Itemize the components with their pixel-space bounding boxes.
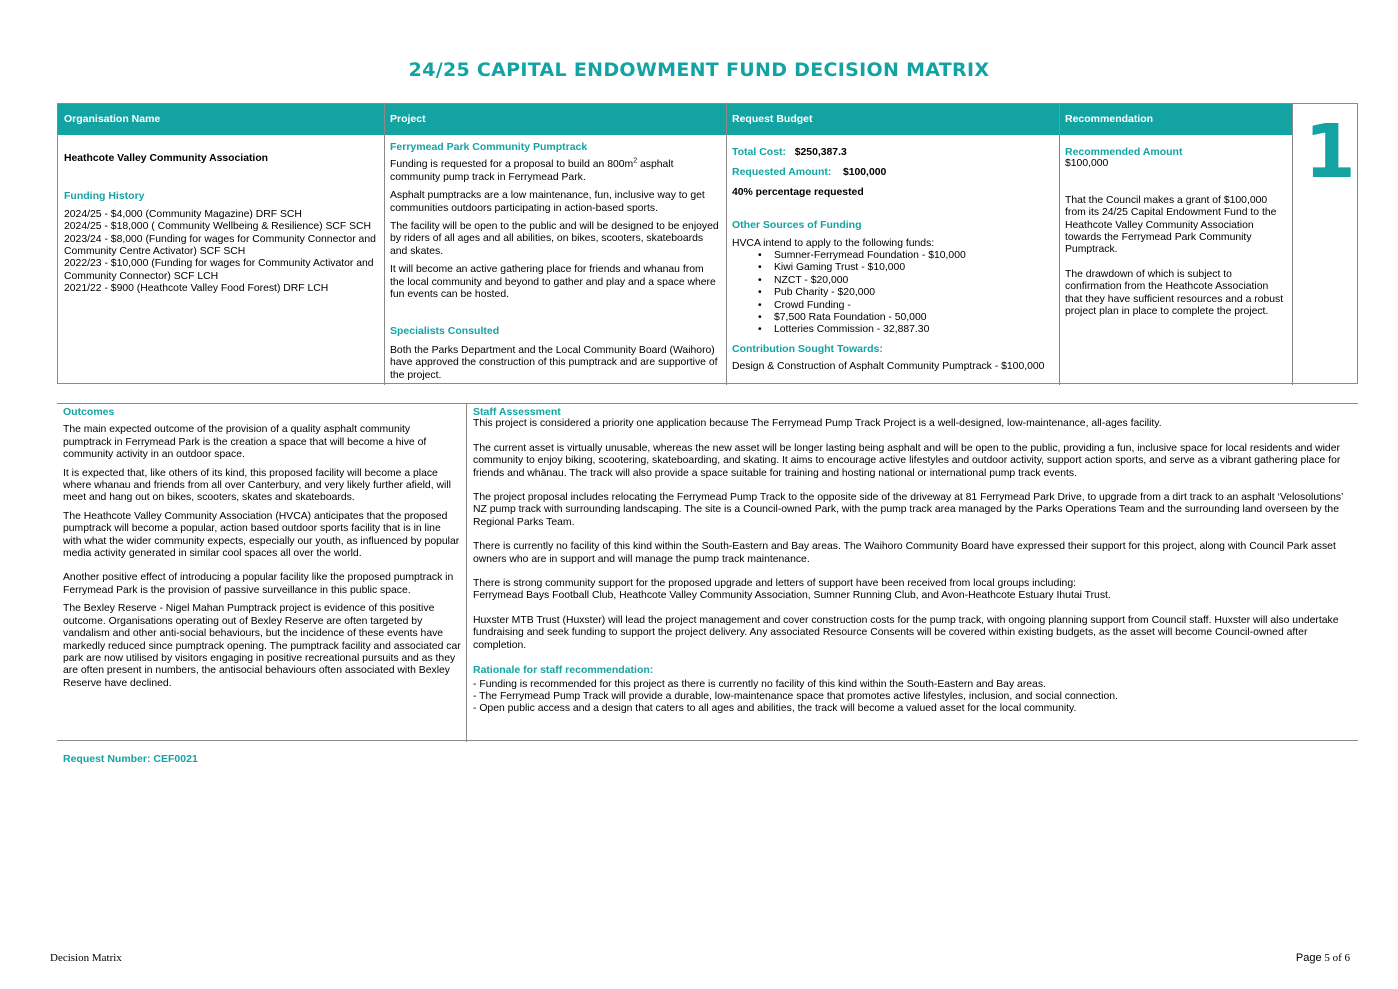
- staff-assessment-section: [473, 406, 1353, 716]
- funding-source-item: • Kiwi Gaming Trust - $10,000: [758, 262, 1053, 274]
- funding-source-item: • NZCT - $20,000: [758, 275, 1053, 287]
- rationale-heading: Rationale for staff recommendation:: [473, 664, 654, 677]
- funding-history-item: 2024/25 - $4,000 (Community Magazine) DRF SCH: [64, 208, 302, 220]
- other-sources-list: [758, 250, 1053, 337]
- rationale-item: - The Ferrymead Pump Track will provide a durable, low-maintenance space that promotes active lifestyles, inclusion, and social connection.: [473, 690, 1118, 702]
- total-cost: [732, 146, 1053, 159]
- contribution-text: Design & Construction of Asphalt Community Pumptrack - $100,000: [732, 361, 1045, 373]
- requested-label: Requested Amount:: [732, 166, 832, 179]
- staff-paragraph: The current asset is virtually unusable, whereas the new asset will be longer lasting being asphalt and will be open to the public, providing a fun, inclusive space for local residents and wider community to enjoy biking, scootering, skateboarding, and skating. It aims to encourage active lifestyles and outdoor activity, support action sports, and serve as a vibrant gathering place for friends and whānau. The track will also provide a space suitable for training and hosting national or international pump track events.: [473, 442, 1341, 479]
- footer-left: Decision Matrix: [50, 952, 122, 964]
- recommendation-condition: The drawdown of which is subject to confirmation from the Heathcote Association that they have sufficient resources and a robust project plan in place to complete the project.: [1065, 268, 1284, 318]
- request-number: Request Number: CEF0021: [63, 753, 198, 765]
- staff-assessment-heading: Staff Assessment: [473, 406, 561, 418]
- contribution-heading: Contribution Sought Towards:: [732, 342, 883, 355]
- outcome-paragraph: The main expected outcome of the provision of a quality asphalt community pumptrack in Ferrymead Park is the creation a space that will become a hive of community activity in an outdoor space.: [63, 424, 427, 461]
- project-text: Funding is requested for a proposal to build an 800m: [390, 159, 634, 171]
- budget-cell: [726, 135, 1059, 386]
- staff-paragraphs: [473, 418, 1353, 652]
- page-word: Page: [1295, 952, 1322, 964]
- funding-source-item: • $7,500 Rata Foundation - 50,000: [758, 312, 1053, 324]
- superscript: 2: [633, 157, 638, 165]
- organisation-name: Heathcote Valley Community Association: [64, 153, 269, 164]
- page-count: 5 of 6: [1321, 952, 1350, 964]
- assessment-section: [57, 403, 1358, 741]
- project-paragraph: The facility will be open to the public and will be designed to be enjoyed by riders of all ages and all abilities, on bikes, scooters, skateboards and skates.: [390, 221, 719, 257]
- outcomes-section: [63, 406, 461, 696]
- funding-history-item: 2024/25 - $18,000 ( Community Wellbeing & Resilience) SCF SCH: [64, 221, 372, 233]
- outcomes-paragraphs: [63, 424, 461, 690]
- funding-source-item: • Sumner-Ferrymead Foundation - $10,000: [758, 250, 1053, 262]
- decision-table: [57, 103, 1358, 384]
- specialists-heading: Specialists Consulted: [390, 325, 500, 338]
- funding-history-heading: Funding History: [64, 190, 145, 203]
- funding-history-item: 2023/24 - $8,000 (Funding for wages for Community Connector and Community Centre Activator) SCF SCH: [64, 233, 376, 258]
- page-title: 24/25 CAPITAL ENDOWMENT FUND DECISION MATRIX: [408, 59, 990, 81]
- staff-paragraph: There is currently no facility of this kind within the South-Eastern and Bay areas. The Waihoro Community Board have expressed their support for this project, along with Council Park asset owners who are in support and will manage the pump track maintenance.: [473, 541, 1336, 565]
- divider: [1292, 104, 1293, 385]
- recommended-amount-heading: Recommended Amount: [1065, 146, 1183, 158]
- outcome-paragraph: It is expected that, like others of its kind, this proposed facility will become a place where whanau and friends from all over Canterbury, and very likely further afield, will meet and hang out on bikes, scooters, skates and skateboards.: [63, 467, 451, 504]
- rationale-list: [473, 679, 1353, 716]
- funding-history-list: [64, 209, 378, 296]
- funding-source-item: • Pub Charity - $20,000: [758, 287, 1053, 299]
- requested-value: $100,000: [842, 167, 887, 179]
- total-cost-value: $250,387.3: [794, 147, 847, 158]
- funding-history-item: 2021/22 - $900 (Heathcote Valley Food Forest) DRF LCH: [64, 283, 329, 295]
- outcome-paragraph: The Bexley Reserve - Nigel Mahan Pumptrack project is evidence of this positive outcome. Organisations operating out of Bexley Reserve are often targeted by vandalism and other anti-social behaviours, but the incidence of these events have markedly reduced since pumptrack opening. The pumptrack facility and associated car park are now utilised by visitors engaging in positive recreational pursuits and as they are often present in numbers, the antisocial behaviours often associated with Bexley Reserve have declined.: [63, 603, 461, 689]
- project-description: [390, 159, 720, 184]
- outcome-paragraph: The Heathcote Valley Community Association (HVCA) anticipates that the proposed pumptrack will become a popular, action based outdoor sports facility that is in line with what the wider community expects, especially our youth, as influenced by popular media activity generated in similar cool spaces all over the world.: [63, 510, 460, 560]
- recommended-amount: $100,000: [1065, 158, 1109, 170]
- rationale-item: - Funding is recommended for this project as there is currently no facility of this kind within the South-Eastern and Bay areas.: [473, 678, 1046, 690]
- project-cell: [384, 135, 726, 394]
- staff-paragraph: This project is considered a priority one application because The Ferrymead Pump Track Project is a well-designed, low-maintenance, all-ages facility.: [473, 418, 1162, 430]
- funding-source-item: • Lotteries Commission - 32,887.30: [758, 324, 1053, 336]
- priority-number: 1: [1304, 109, 1356, 195]
- organisation-cell: [58, 135, 384, 302]
- header-recommendation: Recommendation: [1059, 104, 1292, 135]
- specialists-text: Both the Parks Department and the Local Community Board (Waihoro) have approved the construction of this pumptrack and are supportive of the project.: [390, 344, 718, 381]
- project-paragraph: It will become an active gathering place for friends and whanau from the local community and beyond to gather and play and a space where fun events can be hosted.: [390, 264, 716, 301]
- header-organisation: Organisation Name: [58, 104, 384, 135]
- recommendation-text: That the Council makes a grant of $100,000 from its 24/25 Capital Endowment Fund to the Heathcote Valley Community Association towards the Ferrymead Park Community Pumptrack.: [1065, 194, 1277, 256]
- total-cost-label: Total Cost:: [732, 146, 787, 158]
- requested-amount: [732, 166, 1053, 179]
- outcome-paragraph: Another positive effect of introducing a popular facility like the proposed pumptrack in Ferrymead Park is the provision of passive surveillance in this public space.: [63, 572, 454, 596]
- staff-paragraph: There is strong community support for the proposed upgrade and letters of support have been received from local groups including: Ferrymead Bays Football Club, Heathcote Valley Community Association, Sumner Running Club, and Avon-Heathcote Estuary Ihutai Trust.: [473, 578, 1111, 602]
- other-sources-heading: Other Sources of Funding: [732, 219, 862, 232]
- percentage-requested: 40% percentage requested: [732, 186, 864, 198]
- divider: [466, 404, 467, 742]
- other-sources-intro: HVCA intend to apply to the following funds:: [732, 237, 935, 249]
- project-paragraph: Asphalt pumptracks are a low maintenance, fun, inclusive way to get communities outdoors participating in action-based sports.: [390, 190, 705, 214]
- staff-paragraph: The project proposal includes relocating the Ferrymead Pump Track to the opposite side of the driveway at 81 Ferrymead Park Drive, to upgrade from a dirt track to an asphalt ‘Velosolutions’ NZ pump track with surrounding landscaping. The site is a Council-owned Park, with the pump track area managed by the Parks Operations Team and the surrounding land overseen by the Regional Parks Team.: [473, 492, 1343, 528]
- project-name: Ferrymead Park Community Pumptrack: [390, 141, 588, 153]
- project-text: asphalt community pump track in Ferrymead Park.: [390, 159, 674, 183]
- page-number: [1296, 952, 1350, 964]
- header-project: Project: [384, 104, 726, 135]
- funding-history-item: 2022/23 - $10,000 (Funding for wages for Community Activator and Community Connector) SCF LCH: [64, 258, 374, 282]
- rationale-item: - Open public access and a design that caters to all ages and abilities, the track will become a valued asset for the local community.: [473, 703, 1077, 715]
- staff-paragraph: Huxster MTB Trust (Huxster) will lead the project management and cover construction costs for the pump track, with ongoing planning support from Council staff. Huxster will also undertake fundraising and seek funding to support the project delivery. Any associated Resource Consents will be covered within existing budgets, as the asset will become Council-owned after completion.: [473, 614, 1339, 651]
- recommendation-cell: [1059, 135, 1292, 330]
- outcomes-heading: Outcomes: [63, 406, 115, 418]
- header-budget: Request Budget: [726, 104, 1059, 135]
- funding-source-item: • Crowd Funding -: [758, 300, 1053, 312]
